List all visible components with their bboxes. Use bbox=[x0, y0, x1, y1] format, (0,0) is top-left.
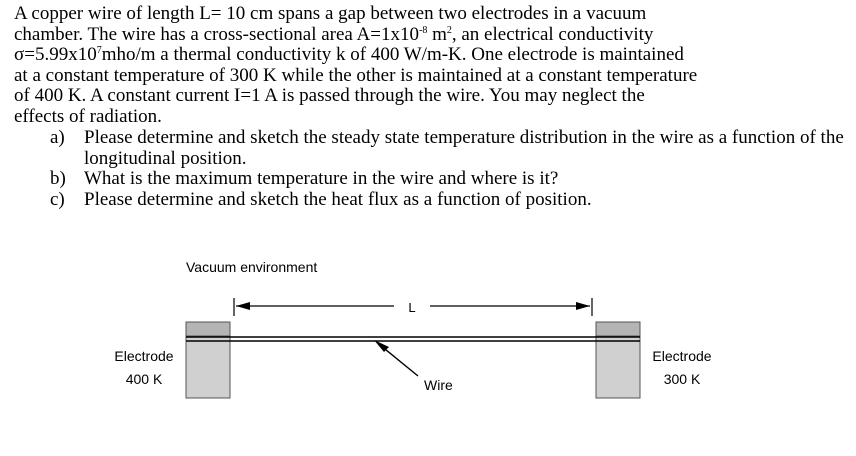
dimension-arrow-right-icon bbox=[576, 302, 590, 310]
question-label: b) bbox=[50, 168, 66, 189]
question-text: Please determine and sketch the steady state temperature distribution in the wire as a function of the longitudinal position. bbox=[84, 127, 844, 169]
question-text: What is the maximum temperature in the wire and where is it? bbox=[84, 168, 559, 189]
area-unit-exponent: 2 bbox=[446, 24, 452, 36]
sigma-text: σ=5.99x10 bbox=[14, 44, 97, 65]
problem-line-4: at a constant temperature of 300 K while the other is maintained at a constant temperature bbox=[14, 64, 698, 86]
area-text: chamber. The wire has a cross-sectional area A=1x10 bbox=[14, 23, 419, 45]
sigma-exponent: 7 bbox=[96, 45, 102, 56]
right-electrode-clamp bbox=[596, 322, 640, 336]
problem-line-5: of 400 K. A constant current I=1 A is passed through the wire. You may neglect the bbox=[14, 85, 645, 106]
vacuum-environment-label: Vacuum environment bbox=[186, 259, 318, 275]
question-text: Please determine and sketch the heat flux as a function of position. bbox=[84, 188, 592, 210]
area-exponent: -8 bbox=[419, 24, 428, 36]
right-electrode-label: Electrode bbox=[652, 348, 712, 364]
thermal-conductivity-text: mho/m a thermal conductivity k of 400 W/m-K. One electrode is maintained bbox=[101, 44, 684, 65]
problem-line-1: A copper wire of length L= 10 cm spans a gap between two electrodes in a vacuum bbox=[14, 3, 647, 24]
length-label: L bbox=[408, 300, 416, 315]
left-electrode-clamp bbox=[186, 322, 230, 336]
left-electrode-temperature: 400 K bbox=[125, 371, 163, 387]
conductivity-text: , an electrical conductivity bbox=[451, 23, 654, 45]
area-unit: m bbox=[427, 23, 447, 45]
problem-line-6: effects of radiation. bbox=[14, 105, 162, 127]
question-label: a) bbox=[50, 127, 65, 148]
wire-label: Wire bbox=[424, 377, 453, 393]
left-electrode-label: Electrode bbox=[114, 348, 174, 364]
right-electrode-temperature: 300 K bbox=[663, 371, 701, 387]
dimension-arrow-left-icon bbox=[236, 302, 250, 310]
question-label: c) bbox=[50, 188, 65, 210]
